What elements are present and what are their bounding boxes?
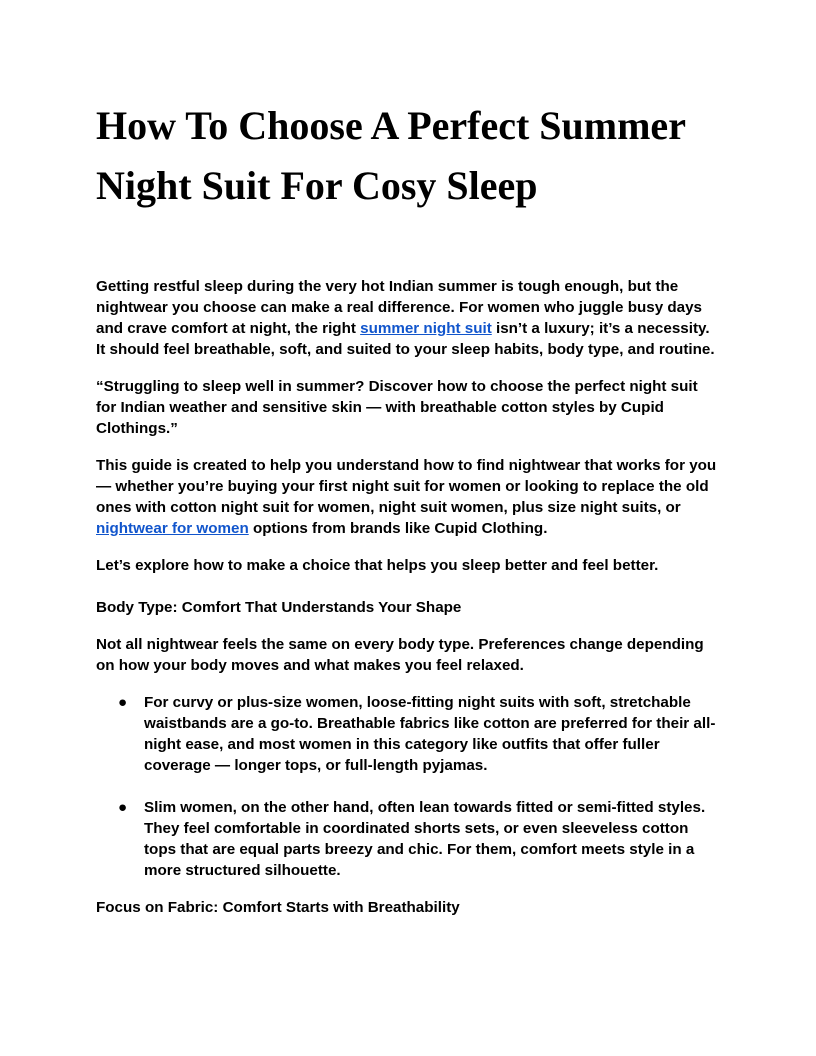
bullet-icon: ● — [118, 694, 128, 711]
list-item — [96, 797, 720, 881]
guide-text-start: This guide is created to help you understand how to find nightwear that works for you — whether you’re buying your first night suit for women or looking to replace the old ones with cotton night suit for women, night suit women, plus size night suits, or — [96, 457, 717, 516]
section-heading-body-type: Body Type: Comfort That Understands Your Shape — [96, 599, 462, 616]
section-heading-fabric: Focus on Fabric: Comfort Starts with Breathability — [96, 899, 460, 916]
nightwear-for-women-link[interactable]: nightwear for women — [96, 520, 249, 537]
list-item — [96, 692, 720, 776]
list-item-text: Slim women, on the other hand, often lean towards fitted or semi-fitted styles. They feel comfortable in coordinated shorts sets, or even sleeveless cotton tops that are equal parts breezy and chic. For them, comfort meets style in a more structured silhouette. — [144, 799, 706, 879]
page-title: How To Choose A Perfect Summer Night Suit For Cosy Sleep — [96, 103, 686, 208]
list-item-text: For curvy or plus-size women, loose-fitting night suits with soft, stretchable waistbands are a go-to. Breathable fabrics like cotton are preferred for their all-night ease, and most women in this category like outfits that offer fuller coverage — longer tops, or full-length pyjamas. — [144, 694, 716, 774]
body-type-list — [96, 692, 720, 881]
quote-paragraph: “Struggling to sleep well in summer? Discover how to choose the perfect night suit for Indian weather and sensitive skin — with breathable cotton styles by Cupid Clothings.” — [96, 378, 698, 437]
body-type-intro: Not all nightwear feels the same on every body type. Preferences change depending on how your body moves and what makes you feel relaxed. — [96, 636, 704, 674]
bullet-icon: ● — [118, 799, 128, 816]
intro-paragraph — [96, 276, 720, 360]
explore-paragraph: Let’s explore how to make a choice that helps you sleep better and feel better. — [96, 557, 659, 574]
article-body — [96, 276, 720, 918]
guide-paragraph — [96, 455, 720, 539]
guide-text-end: options from brands like Cupid Clothing. — [248, 520, 548, 537]
document-page — [96, 96, 720, 918]
intro-text-start: Getting restful sleep during the very hot Indian summer is tough enough, but the nightwear you choose can make a real difference. For women who juggle busy days and crave comfort at night, the right — [96, 278, 702, 337]
summer-night-suit-link[interactable]: summer night suit — [360, 320, 492, 337]
intro-text-end: isn’t a luxury; it’s a necessity. It should feel breathable, soft, and suited to your sleep habits, body type, and routine. — [96, 320, 715, 358]
